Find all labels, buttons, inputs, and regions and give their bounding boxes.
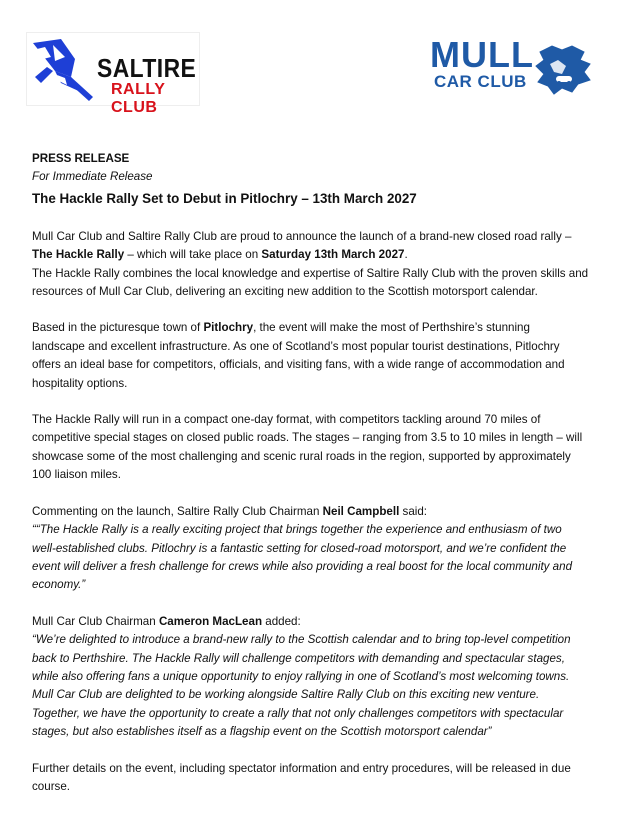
isle-of-mull-map-icon bbox=[532, 42, 594, 100]
para1-line2: The Hackle Rally – which will take place on Saturday 13th March 2027. bbox=[32, 248, 408, 262]
press-release-label: PRESS RELEASE bbox=[32, 152, 130, 165]
rally-name: The Hackle Rally bbox=[32, 248, 125, 262]
para3-line2: competitive special stages on closed public roads. The stages – ranging from 3.5 to 10 miles in length – will bbox=[32, 431, 583, 445]
quote1-line4: economy.” bbox=[32, 578, 86, 592]
para1-line3: The Hackle Rally combines the local knowledge and expertise of Saltire Rally Club with the proven skills and bbox=[32, 266, 589, 280]
closing-line1: Further details on the event, including spectator information and entry procedures, will be released in due bbox=[32, 761, 571, 775]
saltire-rally-club-logo bbox=[26, 32, 200, 116]
town-name: Pitlochry bbox=[203, 321, 254, 335]
quote2-line1: “We’re delighted to introduce a brand-new rally to the Scottish calendar and to bring top-level competition bbox=[32, 633, 571, 647]
mull-car-club-logo bbox=[428, 34, 596, 102]
para3-line3: showcase some of the most challenging and scenic rural roads in the region, supported by approximately bbox=[32, 449, 571, 463]
para1-line4: resources of Mull Car Club, delivering an exciting new addition to the Scottish motorsport calendar. bbox=[32, 285, 538, 299]
quote2-line4: Mull Car Club are delighted to be working alongside Saltire Rally Club on this exciting new venture. bbox=[32, 688, 540, 702]
quote2-intro: Mull Car Club Chairman Cameron MacLean added: bbox=[32, 614, 301, 628]
event-date: Saturday 13th March 2027 bbox=[261, 248, 405, 262]
chairman-name-1: Neil Campbell bbox=[322, 504, 400, 518]
quote1-line2: well-established clubs. Pitlochry is a fantastic setting for closed-road motorsport, and we’re confident the bbox=[32, 541, 567, 555]
quote2-line6: stages, but also establishes itself as a flagship event on the Scottish motorsport calendar” bbox=[32, 725, 492, 739]
closing-line2: course. bbox=[32, 779, 71, 793]
para2-line4: hospitality options. bbox=[32, 376, 128, 390]
para2-line3: offers an ideal base for competitors, officials, and visiting fans, with a wide range of accommodation and bbox=[32, 358, 565, 372]
mull-logo-text: MULL bbox=[430, 34, 534, 75]
quote2-line3: while also offering fans a unique opportunity to enjoy rallying in one of Scotland’s most welcoming towns. bbox=[32, 669, 570, 683]
para3-line4: 100 liaison miles. bbox=[32, 468, 121, 482]
headline: The Hackle Rally Set to Debut in Pitlochry – 13th March 2027 bbox=[32, 190, 417, 206]
press-release-body bbox=[32, 150, 598, 796]
quote1-line1: ““The Hackle Rally is a really exciting project that brings together the experience and enthusiasm of two bbox=[32, 523, 562, 537]
para2-line1: Based in the picturesque town of Pitlochry, the event will make the most of Perthshire’s stunning bbox=[32, 321, 530, 335]
rally-club-logo-text: RALLY CLUB bbox=[111, 81, 166, 116]
quote1-line3: event will deliver a fresh challenge for crews while also providing a real boost for the local community and bbox=[32, 559, 573, 573]
quote2-line5: Together, we have the opportunity to create a rally that not only challenges competitors with spectacular bbox=[32, 706, 564, 720]
immediate-release-label: For Immediate Release bbox=[32, 170, 153, 184]
saltire-logo-text: SALTIRE bbox=[97, 53, 197, 83]
car-club-logo-text: CAR CLUB bbox=[434, 72, 527, 91]
quote2-line2: back to Perthshire. The Hackle Rally will challenge competitors with demanding and spectacular stages, bbox=[32, 651, 565, 665]
para1-line1: Mull Car Club and Saltire Rally Club are proud to announce the launch of a brand-new closed road rally – bbox=[32, 229, 572, 243]
para2-line2: landscape and excellent infrastructure. As one of Scotland’s most popular tourist destinations, Pitlochry bbox=[32, 339, 560, 353]
quote1-intro: Commenting on the launch, Saltire Rally Club Chairman Neil Campbell said: bbox=[32, 504, 428, 518]
para3-line1: The Hackle Rally will run in a compact one-day format, with competitors tackling around 70 miles of bbox=[32, 413, 541, 427]
chairman-name-2: Cameron MacLean bbox=[158, 614, 263, 628]
